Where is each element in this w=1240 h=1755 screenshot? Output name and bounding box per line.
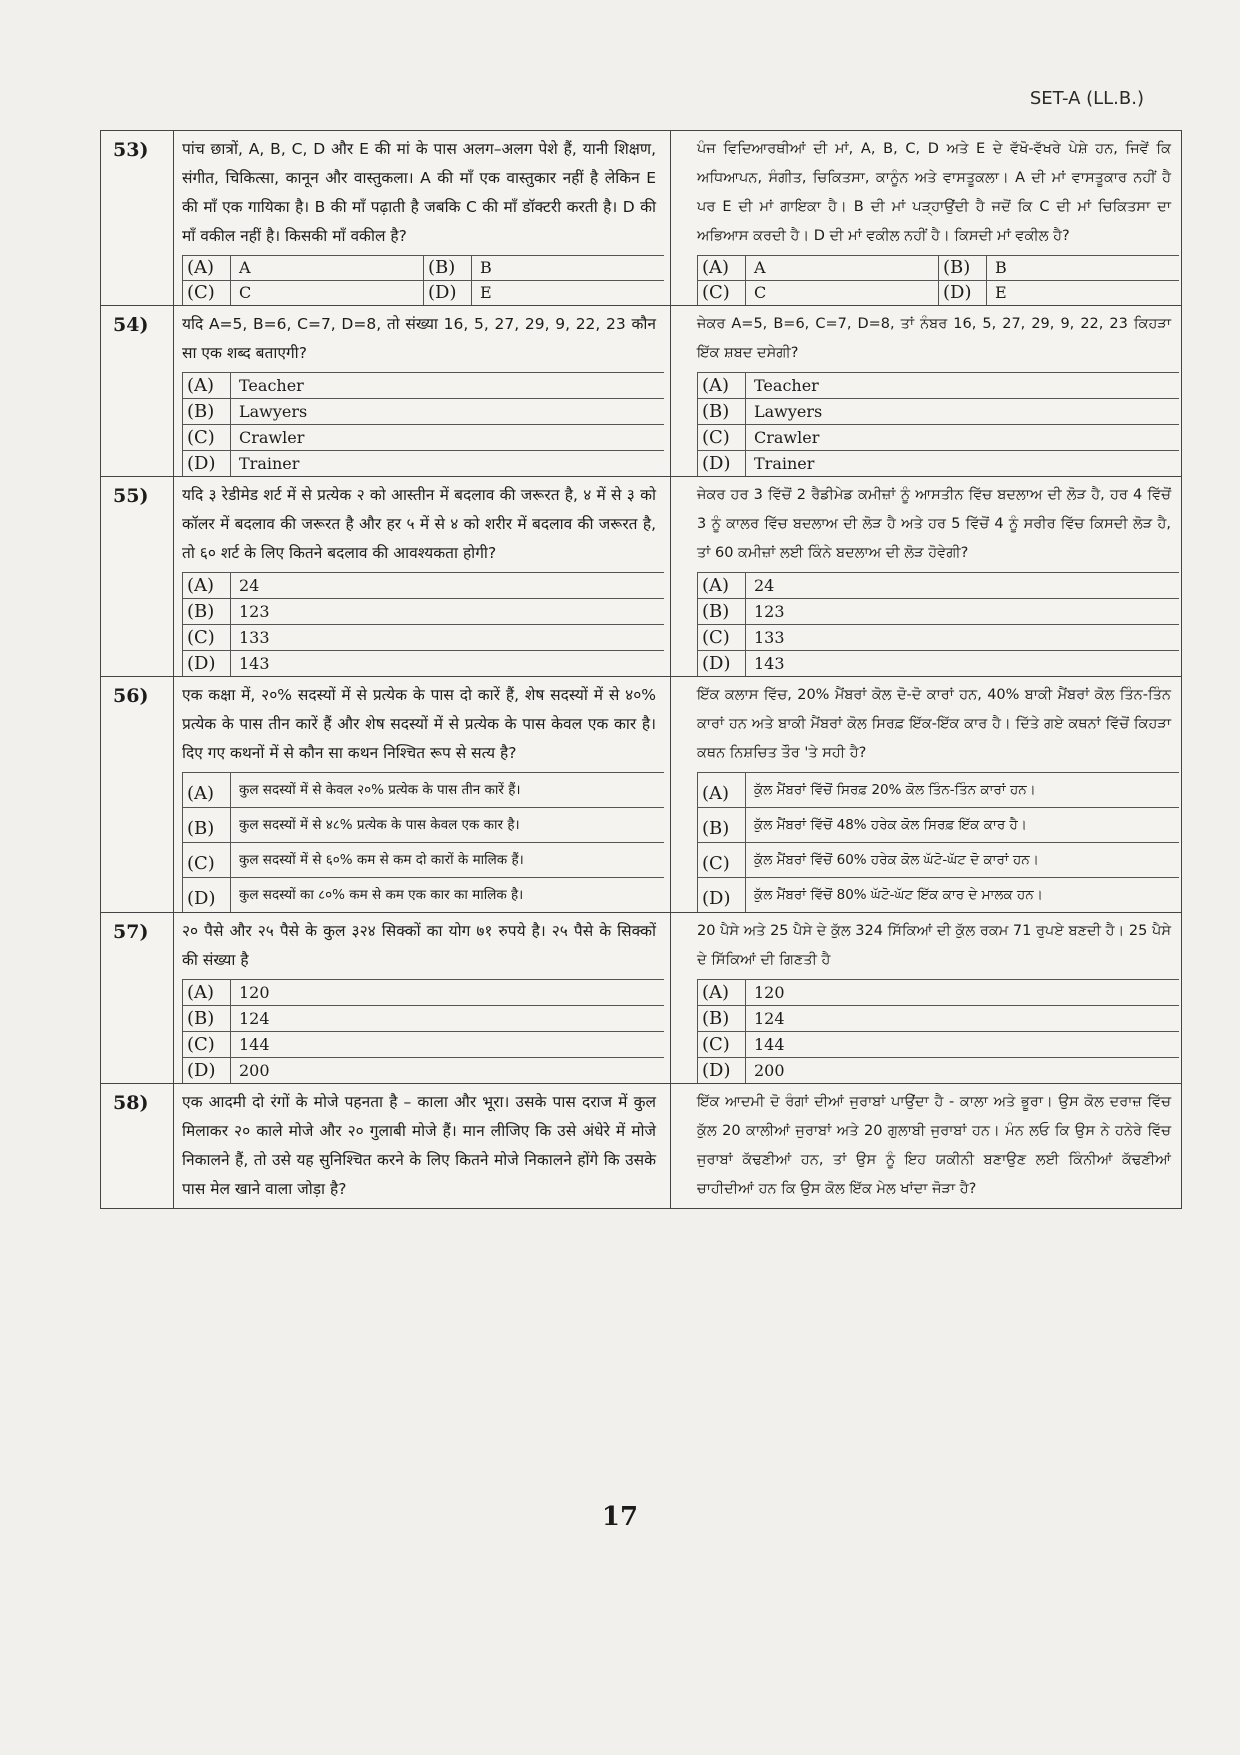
question-table — [100, 130, 1182, 1209]
option-label: (D) — [182, 877, 230, 912]
question-text-punjabi: ਇੱਕ ਕਲਾਸ ਵਿੱਚ, 20% ਮੈਂਬਰਾਂ ਕੋਲ ਦੋ-ਦੋ ਕਾਰਾਂ ਹਨ, 40% ਬਾਕੀ ਮੈਂਬਰਾਂ ਕੋਲ ਤਿੰਨ-ਤਿੰਨ ਕਾਰਾਂ ਹਨ ਅਤੇ ਬਾਕੀ ਮੈਂਬਰਾਂ ਕੋਲ ਸਿਰਫ਼ ਇੱਕ-ਇੱਕ ਕਾਰ ਹੈ। ਦਿੱਤੇ ਗਏ ਕਥਨਾਂ ਵਿੱਚੋਂ ਕਿਹੜਾ ਕਥਨ ਨਿਸ਼ਚਿਤ ਤੌਰ 'ਤੇ ਸਹੀ ਹੈ? — [697, 687, 1171, 761]
option-label: (D) — [182, 1057, 230, 1083]
option-text: 124 — [745, 1005, 1179, 1031]
option-label: (B) — [697, 598, 745, 624]
question-text-hindi: एक कक्षा में, २०% सदस्यों में से प्रत्येक के पास दो कारें हैं, शेष सदस्यों में से ४०% प्रत्येक के पास तीन कारें हैं और शेष सदस्यों में से प्रत्येक के पास केवल एक कार है। दिए गए कथनों में से कौन सा कथन निश्चित रूप से सत्य है? — [182, 686, 656, 762]
option-label: (C) — [697, 280, 745, 305]
option-label: (C) — [182, 1031, 230, 1057]
question-text-hindi: एक आदमी दो रंगों के मोजे पहनता है – काला और भूरा। उसके पास दराज में कुल मिलाकर २० काले मोजे और २० गुलाबी मोजे हैं। मान लीजिए कि उसे अंधेरे में मोजे निकालने हैं, तो उसे यह सुनिश्चित करने के लिए कितने मोजे निकालने होंगे कि उसके पास मेल खाने वाला जोड़ा है? — [182, 1093, 656, 1198]
options-hindi — [182, 772, 664, 912]
option-label: (A) — [182, 372, 230, 398]
option-text: 123 — [230, 598, 664, 624]
question-text-hindi: यदि ३ रेडीमेड शर्ट में से प्रत्येक २ को आस्तीन में बदलाव की जरूरत है, ४ में से ३ को कॉलर में बदलाव की जरूरत है और हर ५ में से ४ को शरीर में बदलाव की जरूरत है, तो ६० शर्ट के लिए कितने बदलाव की आवश्यकता होगी? — [182, 486, 656, 562]
option-text: Teacher — [745, 372, 1179, 398]
option-label: (A) — [697, 772, 745, 807]
option-label: (B) — [697, 807, 745, 842]
hindi-column — [174, 477, 671, 676]
question-number: 53) — [101, 131, 174, 305]
question-58 — [101, 1084, 1181, 1208]
options-punjabi — [697, 572, 1179, 676]
option-text: कुल सदस्यों में से ४८% प्रत्येक के पास केवल एक कार है। — [230, 807, 664, 842]
option-label: (C) — [697, 624, 745, 650]
option-label: (B) — [938, 255, 986, 280]
option-text: B — [986, 255, 1179, 280]
option-label: (A) — [182, 772, 230, 807]
option-label: (A) — [182, 255, 230, 280]
option-text: 144 — [745, 1031, 1179, 1057]
question-text-hindi: २० पैसे और २५ पैसे के कुल ३२४ सिक्कों का योग ७१ रुपये है। २५ पैसे के सिक्कों की संख्या है — [182, 922, 656, 969]
option-label: (A) — [697, 372, 745, 398]
options-punjabi — [697, 255, 1179, 305]
options-punjabi — [697, 979, 1179, 1083]
option-text: Lawyers — [230, 398, 664, 424]
question-text-punjabi: ਪੰਜ ਵਿਦਿਆਰਥੀਆਂ ਦੀ ਮਾਂ, A, B, C, D ਅਤੇ E ਦੇ ਵੱਖੋ-ਵੱਖਰੇ ਪੇਸ਼ੇ ਹਨ, ਜਿਵੇਂ ਕਿ ਅਧਿਆਪਨ, ਸੰਗੀਤ, ਚਿਕਿਤਸਾ, ਕਾਨੂੰਨ ਅਤੇ ਵਾਸਤੂਕਲਾ। A ਦੀ ਮਾਂ ਵਾਸਤੂਕਾਰ ਨਹੀਂ ਹੈ ਪਰ E ਦੀ ਮਾਂ ਗਾਇਕਾ ਹੈ। B ਦੀ ਮਾਂ ਪੜ੍ਹਾਉਂਦੀ ਹੈ ਜਦੋਂ ਕਿ C ਦੀ ਮਾਂ ਚਿਕਿਤਸਾ ਦਾ ਅਭਿਆਸ ਕਰਦੀ ਹੈ। D ਦੀ ਮਾਂ ਵਕੀਲ ਨਹੀਂ ਹੈ। ਕਿਸਦੀ ਮਾਂ ਵਕੀਲ ਹੈ? — [697, 141, 1171, 244]
option-text: Crawler — [230, 424, 664, 450]
option-text: 143 — [230, 650, 664, 676]
option-label: (D) — [423, 280, 471, 305]
option-text: 120 — [230, 979, 664, 1005]
option-text: Trainer — [230, 450, 664, 476]
option-text: 24 — [230, 572, 664, 598]
options-hindi — [182, 255, 664, 305]
options-hindi — [182, 372, 664, 476]
options-hindi — [182, 979, 664, 1083]
option-text: 24 — [745, 572, 1179, 598]
option-text: A — [745, 255, 938, 280]
option-label: (A) — [182, 572, 230, 598]
option-text: 120 — [745, 979, 1179, 1005]
option-label: (C) — [182, 280, 230, 305]
option-label: (B) — [697, 398, 745, 424]
question-text-punjabi: 20 ਪੈਸੇ ਅਤੇ 25 ਪੈਸੇ ਦੇ ਕੁੱਲ 324 ਸਿੱਕਿਆਂ ਦੀ ਕੁੱਲ ਰਕਮ 71 ਰੁਪਏ ਬਣਦੀ ਹੈ। 25 ਪੈਸੇ ਦੇ ਸਿੱਕਿਆਂ ਦੀ ਗਿਣਤੀ ਹੈ — [697, 923, 1171, 968]
punjabi-column — [671, 677, 1181, 912]
question-53 — [101, 131, 1181, 306]
question-text-punjabi: ਜੇਕਰ ਹਰ 3 ਵਿੱਚੋਂ 2 ਰੈਡੀਮੇਡ ਕਮੀਜ਼ਾਂ ਨੂੰ ਆਸਤੀਨ ਵਿੱਚ ਬਦਲਾਅ ਦੀ ਲੋੜ ਹੈ, ਹਰ 4 ਵਿੱਚੋਂ 3 ਨੂੰ ਕਾਲਰ ਵਿੱਚ ਬਦਲਾਅ ਦੀ ਲੋੜ ਹੈ ਅਤੇ ਹਰ 5 ਵਿੱਚੋਂ 4 ਨੂੰ ਸਰੀਰ ਵਿੱਚ ਕਿਸਦੀ ਲੋੜ ਹੈ, ਤਾਂ 60 ਕਮੀਜ਼ਾਂ ਲਈ ਕਿੰਨੇ ਬਦਲਾਅ ਦੀ ਲੋੜ ਹੋਵੇਗੀ? — [697, 487, 1171, 561]
option-label: (B) — [423, 255, 471, 280]
option-text: E — [986, 280, 1179, 305]
question-text-hindi: पांच छात्रों, A, B, C, D और E की मां के पास अलग–अलग पेशे हैं, यानी शिक्षण, संगीत, चिकित्सा, कानून और वास्तुकला। A की माँ एक वास्तुकार नहीं है लेकिन E की माँ एक गायिका है। B की माँ पढ़ाती है जबकि C की माँ डॉक्टरी करती है। D की माँ वकील नहीं है। किसकी माँ वकील है? — [182, 140, 656, 245]
hindi-column — [174, 1084, 671, 1208]
question-54 — [101, 306, 1181, 477]
question-55 — [101, 477, 1181, 677]
option-label: (D) — [697, 650, 745, 676]
option-label: (C) — [182, 842, 230, 877]
option-label: (D) — [182, 650, 230, 676]
option-text: 200 — [745, 1057, 1179, 1083]
option-text: Teacher — [230, 372, 664, 398]
option-text: कुल सदस्यों में से ६०% कम से कम दो कारों के मालिक हैं। — [230, 842, 664, 877]
option-text: Lawyers — [745, 398, 1179, 424]
option-label: (C) — [697, 842, 745, 877]
option-text: ਕੁੱਲ ਮੈਂਬਰਾਂ ਵਿੱਚੋਂ 60% ਹਰੇਕ ਕੋਲ ਘੱਟੋ-ਘੱਟ ਦੋ ਕਾਰਾਂ ਹਨ। — [745, 842, 1179, 877]
option-text: ਕੁੱਲ ਮੈਂਬਰਾਂ ਵਿੱਚੋਂ ਸਿਰਫ਼ 20% ਕੋਲ ਤਿੰਨ-ਤਿੰਨ ਕਾਰਾਂ ਹਨ। — [745, 772, 1179, 807]
hindi-column — [174, 677, 671, 912]
option-label: (D) — [697, 450, 745, 476]
hindi-column — [174, 306, 671, 476]
question-number: 55) — [101, 477, 174, 676]
option-text: 133 — [745, 624, 1179, 650]
question-number: 54) — [101, 306, 174, 476]
option-label: (C) — [182, 624, 230, 650]
option-label: (B) — [182, 398, 230, 424]
option-label: (C) — [697, 1031, 745, 1057]
option-label: (A) — [697, 979, 745, 1005]
question-text-hindi: यदि A=5, B=6, C=7, D=8, तो संख्या 16, 5, 27, 29, 9, 22, 23 कौन सा एक शब्द बताएगी? — [182, 315, 656, 362]
question-number: 58) — [101, 1084, 174, 1208]
option-label: (B) — [697, 1005, 745, 1031]
punjabi-column — [671, 477, 1181, 676]
option-label: (C) — [697, 424, 745, 450]
option-text: 143 — [745, 650, 1179, 676]
punjabi-column — [671, 1084, 1181, 1208]
option-text: कुल सदस्यों का ८०% कम से कम एक कार का मालिक है। — [230, 877, 664, 912]
option-label: (B) — [182, 598, 230, 624]
question-text-punjabi: ਇੱਕ ਆਦਮੀ ਦੋ ਰੰਗਾਂ ਦੀਆਂ ਜੁਰਾਬਾਂ ਪਾਉਂਦਾ ਹੈ - ਕਾਲਾ ਅਤੇ ਭੂਰਾ। ਉਸ ਕੋਲ ਦਰਾਜ਼ ਵਿੱਚ ਕੁੱਲ 20 ਕਾਲੀਆਂ ਜੁਰਾਬਾਂ ਅਤੇ 20 ਗੁਲਾਬੀ ਜੁਰਾਬਾਂ ਹਨ। ਮੰਨ ਲਓ ਕਿ ਉਸ ਨੇ ਹਨੇਰੇ ਵਿੱਚ ਜੁਰਾਬਾਂ ਕੱਢਣੀਆਂ ਹਨ, ਤਾਂ ਉਸ ਨੂੰ ਇਹ ਯਕੀਨੀ ਬਣਾਉਣ ਲਈ ਕਿੰਨੀਆਂ ਕੱਢਣੀਆਂ ਚਾਹੀਦੀਆਂ ਹਨ ਕਿ ਉਸ ਕੋਲ ਇੱਕ ਮੇਲ ਖਾਂਦਾ ਜੋੜਾ ਹੈ? — [697, 1094, 1171, 1197]
option-text: B — [471, 255, 664, 280]
hindi-column — [174, 913, 671, 1083]
option-text: Trainer — [745, 450, 1179, 476]
option-text: ਕੁੱਲ ਮੈਂਬਰਾਂ ਵਿੱਚੋਂ 80% ਘੱਟੋ-ਘੱਟ ਇੱਕ ਕਾਰ ਦੇ ਮਾਲਕ ਹਨ। — [745, 877, 1179, 912]
option-text: 200 — [230, 1057, 664, 1083]
option-text: ਕੁੱਲ ਮੈਂਬਰਾਂ ਵਿੱਚੋਂ 48% ਹਰੇਕ ਕੋਲ ਸਿਰਫ਼ ਇੱਕ ਕਾਰ ਹੈ। — [745, 807, 1179, 842]
option-label: (D) — [697, 877, 745, 912]
option-label: (C) — [182, 424, 230, 450]
question-57 — [101, 913, 1181, 1084]
question-text-punjabi: ਜੇਕਰ A=5, B=6, C=7, D=8, ਤਾਂ ਨੰਬਰ 16, 5, 27, 29, 9, 22, 23 ਕਿਹੜਾ ਇੱਕ ਸ਼ਬਦ ਦਸੇਗੀ? — [697, 316, 1171, 361]
option-text: कुल सदस्यों में से केवल २०% प्रत्येक के पास तीन कारें हैं। — [230, 772, 664, 807]
option-text: E — [471, 280, 664, 305]
hindi-column — [174, 131, 671, 305]
option-label: (B) — [182, 807, 230, 842]
page-number: 17 — [601, 1502, 639, 1532]
option-label: (D) — [182, 450, 230, 476]
option-text: 124 — [230, 1005, 664, 1031]
question-56 — [101, 677, 1181, 913]
option-text: 144 — [230, 1031, 664, 1057]
set-label: SET-A (LL.B.) — [1029, 88, 1144, 109]
options-hindi — [182, 572, 664, 676]
option-text: Crawler — [745, 424, 1179, 450]
option-label: (A) — [697, 255, 745, 280]
option-label: (A) — [697, 572, 745, 598]
option-label: (B) — [182, 1005, 230, 1031]
option-text: 133 — [230, 624, 664, 650]
option-label: (D) — [938, 280, 986, 305]
option-label: (A) — [182, 979, 230, 1005]
option-text: A — [230, 255, 423, 280]
punjabi-column — [671, 913, 1181, 1083]
question-number: 56) — [101, 677, 174, 912]
options-punjabi — [697, 372, 1179, 476]
question-number: 57) — [101, 913, 174, 1083]
punjabi-column — [671, 306, 1181, 476]
options-punjabi — [697, 772, 1179, 912]
option-text: C — [230, 280, 423, 305]
option-label: (D) — [697, 1057, 745, 1083]
option-text: C — [745, 280, 938, 305]
option-text: 123 — [745, 598, 1179, 624]
punjabi-column — [671, 131, 1181, 305]
